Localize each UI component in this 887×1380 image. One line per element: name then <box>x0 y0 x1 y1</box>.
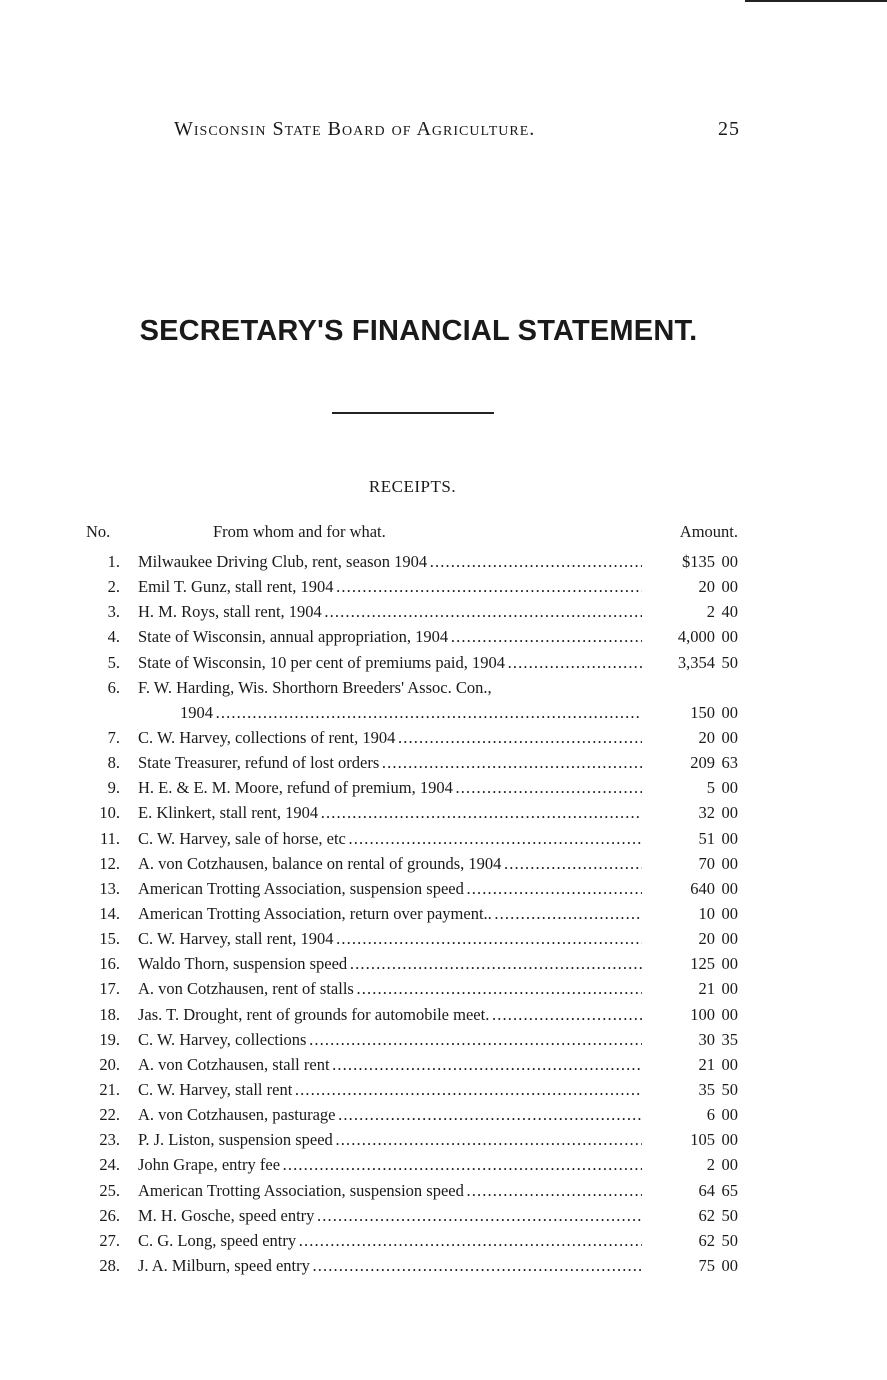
column-header-amount: Amount. <box>679 522 738 541</box>
entry-cents: 50 <box>721 652 738 672</box>
entry-number: 3. <box>107 602 120 622</box>
table-row <box>82 876 742 901</box>
entry-number: 24. <box>99 1155 120 1175</box>
entry-number: 27. <box>99 1230 120 1250</box>
page-number: 25 <box>718 118 740 140</box>
entry-number: 28. <box>99 1255 120 1275</box>
table-row <box>82 1152 742 1177</box>
entry-description: 1904 . . . <box>180 700 642 725</box>
entry-dollars: 20 <box>698 929 715 949</box>
table-row <box>82 700 742 725</box>
entry-description: C. W. Harvey, stall rent . . . <box>138 1077 642 1102</box>
table-row <box>82 549 742 574</box>
entry-number: 16. <box>99 954 120 974</box>
entry-number: 4. <box>107 627 120 647</box>
running-title: Wisconsin State Board of Agriculture. <box>174 118 536 140</box>
entry-dollars: 62 <box>698 1230 715 1250</box>
table-row <box>82 725 742 750</box>
entry-cents: 50 <box>721 1205 738 1225</box>
entry-number: 25. <box>99 1180 120 1200</box>
entry-description: J. A. Milburn, speed entry . . . <box>138 1253 642 1278</box>
entry-number: 20. <box>99 1054 120 1074</box>
entry-number: 10. <box>99 803 120 823</box>
entry-description: State Treasurer, refund of lost orders . . . <box>138 750 642 775</box>
table-row <box>82 574 742 599</box>
entry-cents: 00 <box>721 702 738 722</box>
table-row <box>82 826 742 851</box>
table-row <box>82 1253 742 1278</box>
section-heading: RECEIPTS. <box>368 477 457 496</box>
entry-dollars: 640 <box>690 878 715 898</box>
table-row <box>82 1077 742 1102</box>
entry-dollars: 10 <box>698 903 715 923</box>
entry-dollars: 100 <box>690 1004 715 1024</box>
entry-cents: 00 <box>721 979 738 999</box>
entry-dollars: 2 <box>706 1155 715 1175</box>
table-row <box>82 1127 742 1152</box>
entry-description: A. von Cotzhausen, stall rent . . . <box>138 1052 642 1077</box>
entry-description: P. J. Liston, suspension speed . . . <box>138 1127 642 1152</box>
entry-dollars: 5 <box>706 778 715 798</box>
entry-description: A. von Cotzhausen, pasturage . . . <box>138 1102 642 1127</box>
entry-number: 8. <box>107 753 120 773</box>
entry-cents: 00 <box>721 1105 738 1125</box>
entry-number: 18. <box>99 1004 120 1024</box>
entry-dollars: 150 <box>690 702 715 722</box>
entry-dollars: 125 <box>690 954 715 974</box>
entry-description: American Trotting Association, suspension speed . . . <box>138 1178 642 1203</box>
table-row <box>82 750 742 775</box>
table-row <box>82 976 742 1001</box>
entry-cents: 00 <box>721 627 738 647</box>
entry-description: John Grape, entry fee . . . <box>138 1152 642 1177</box>
entry-dollars: 62 <box>698 1205 715 1225</box>
entry-cents: 00 <box>721 1004 738 1024</box>
entry-number: 23. <box>99 1130 120 1150</box>
entry-description: A. von Cotzhausen, rent of stalls . . . <box>138 976 642 1001</box>
table-row <box>82 1178 742 1203</box>
table-row <box>82 1203 742 1228</box>
table-row <box>82 951 742 976</box>
entry-cents: 00 <box>721 552 738 571</box>
page-title: SECRETARY'S FINANCIAL STATEMENT. <box>139 315 698 347</box>
entry-description: American Trotting Association, suspension speed . . . <box>138 876 642 901</box>
entry-number: 14. <box>99 903 120 923</box>
entry-number: 13. <box>99 878 120 898</box>
entry-cents: 00 <box>721 878 738 898</box>
entry-dollars: 35 <box>698 1079 715 1099</box>
entry-cents: 00 <box>721 828 738 848</box>
entry-dollars: 20 <box>698 577 715 597</box>
entry-number: 1. <box>107 552 120 571</box>
entry-dollars: 6 <box>706 1105 715 1125</box>
entry-description: C. W. Harvey, collections of rent, 1904 . . . <box>138 725 642 750</box>
entry-cents: 50 <box>721 1230 738 1250</box>
table-row <box>82 1102 742 1127</box>
entry-description: E. Klinkert, stall rent, 1904 . . . <box>138 800 642 825</box>
column-header-no: No. <box>86 522 111 541</box>
entry-number: 19. <box>99 1029 120 1049</box>
running-head <box>174 118 740 141</box>
table-row <box>82 599 742 624</box>
title-divider <box>332 412 494 414</box>
column-header-from: From whom and for what. <box>213 522 386 541</box>
entry-number: 12. <box>99 853 120 873</box>
entry-description: American Trotting Association, return over payment.. . . . <box>138 901 642 926</box>
table-row <box>82 851 742 876</box>
entry-dollars: 2 <box>706 602 715 622</box>
entry-number: 9. <box>107 778 120 798</box>
entry-description: C. W. Harvey, stall rent, 1904 . . . <box>138 926 642 951</box>
entry-cents: 00 <box>721 1155 738 1175</box>
entry-description: State of Wisconsin, 10 per cent of premiums paid, 1904 . . . <box>138 650 642 675</box>
entry-description: Milwaukee Driving Club, rent, season 1904 . . . <box>138 549 642 574</box>
entry-dollars: 30 <box>698 1029 715 1049</box>
entry-dollars: 75 <box>698 1255 715 1275</box>
entry-cents: 00 <box>721 954 738 974</box>
entry-dollars: 21 <box>698 979 715 999</box>
table-row <box>82 1228 742 1253</box>
table-row <box>82 800 742 825</box>
entry-cents: 40 <box>721 602 738 622</box>
entry-description: State of Wisconsin, annual appropriation, 1904 . . . <box>138 624 642 649</box>
entry-number: 22. <box>99 1105 120 1125</box>
entry-cents: 00 <box>721 1255 738 1275</box>
entry-number: 11. <box>99 828 120 848</box>
entry-cents: 00 <box>721 803 738 823</box>
table-row <box>82 1052 742 1077</box>
table-row <box>82 901 742 926</box>
entry-description: F. W. Harding, Wis. Shorthorn Breeders' Assoc. Con., <box>138 677 492 697</box>
entry-description: Emil T. Gunz, stall rent, 1904 . . . <box>138 574 642 599</box>
table-body <box>82 549 742 1278</box>
entry-description: C. W. Harvey, sale of horse, etc . . . <box>138 826 642 851</box>
entry-number: 26. <box>99 1205 120 1225</box>
entry-cents: 50 <box>721 1079 738 1099</box>
entry-cents: 00 <box>721 1130 738 1150</box>
table-row <box>82 650 742 675</box>
entry-description: M. H. Gosche, speed entry . . . <box>138 1203 642 1228</box>
entry-cents: 00 <box>721 929 738 949</box>
entry-cents: 63 <box>721 753 738 773</box>
entry-number: 21. <box>99 1079 120 1099</box>
entry-description: C. W. Harvey, collections . . . <box>138 1027 642 1052</box>
entry-cents: 65 <box>721 1180 738 1200</box>
entry-dollars: 3,354 <box>677 652 715 672</box>
entry-dollars: 70 <box>698 853 715 873</box>
entry-dollars: 20 <box>698 727 715 747</box>
table-header <box>82 522 742 549</box>
entry-description: C. G. Long, speed entry . . . <box>138 1228 642 1253</box>
entry-number: 17. <box>99 979 120 999</box>
entry-dollars: 21 <box>698 1054 715 1074</box>
entry-description: Jas. T. Drought, rent of grounds for automobile meet. . . . <box>138 1002 642 1027</box>
entry-cents: 00 <box>721 577 738 597</box>
entry-dollars: 105 <box>690 1130 715 1150</box>
entry-dollars: 32 <box>698 803 715 823</box>
entry-dollars: 51 <box>698 828 715 848</box>
entry-cents: 00 <box>721 853 738 873</box>
entry-number: 6. <box>107 677 120 697</box>
entry-number: 2. <box>107 577 120 597</box>
entry-dollars: 4,000 <box>677 627 715 647</box>
entry-dollars: $135 <box>682 552 715 571</box>
entry-number: 5. <box>107 652 120 672</box>
entry-number: 15. <box>99 929 120 949</box>
entry-cents: 00 <box>721 778 738 798</box>
entry-cents: 35 <box>721 1029 738 1049</box>
table-row <box>82 1027 742 1052</box>
table-row <box>82 624 742 649</box>
entry-number: 7. <box>107 727 120 747</box>
entry-cents: 00 <box>721 903 738 923</box>
entry-description: H. E. & E. M. Moore, refund of premium, 1904 . . . <box>138 775 642 800</box>
table-row <box>82 775 742 800</box>
entry-cents: 00 <box>721 727 738 747</box>
top-rule <box>745 0 887 2</box>
table-row <box>82 675 742 700</box>
entry-description: Waldo Thorn, suspension speed . . . <box>138 951 642 976</box>
entry-dollars: 64 <box>698 1180 715 1200</box>
entry-dollars: 209 <box>690 753 715 773</box>
table-row <box>82 1002 742 1027</box>
receipts-table <box>82 522 742 1278</box>
entry-description: A. von Cotzhausen, balance on rental of grounds, 1904 . . . <box>138 851 642 876</box>
entry-description: H. M. Roys, stall rent, 1904 . . . <box>138 599 642 624</box>
table-row <box>82 926 742 951</box>
entry-cents: 00 <box>721 1054 738 1074</box>
